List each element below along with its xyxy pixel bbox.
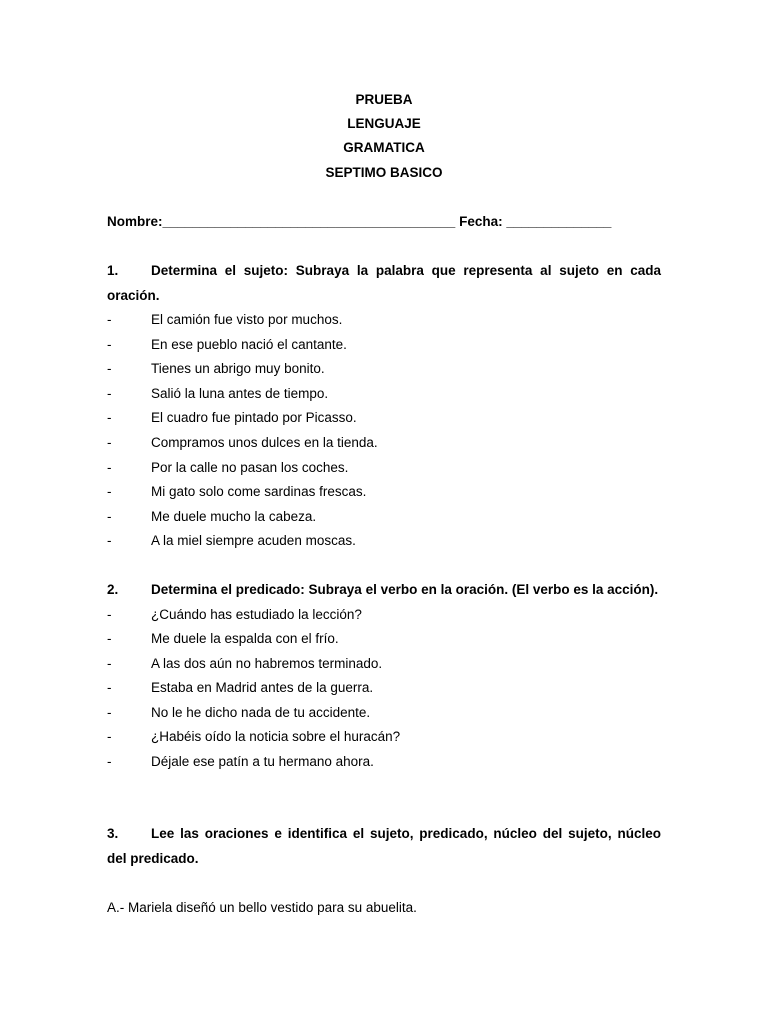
bullet-dash: - [107,655,112,671]
list-item [107,725,661,750]
list-item [107,529,661,554]
bullet-dash: - [107,336,112,352]
list-item [107,750,661,775]
list-item [107,333,661,358]
bullet-dash: - [107,729,112,745]
title-grade: SEPTIMO BASICO [325,165,443,180]
name-date-field: Nombre:_______________________________________ Fecha: ______________ [107,214,612,229]
item-text: ¿Cuándo has estudiado la lección? [151,606,362,622]
item-text: Me duele mucho la cabeza. [151,508,317,524]
item-text: ¿Habéis oído la noticia sobre el huracán? [151,729,401,745]
bullet-dash: - [107,508,112,524]
sentence-a: A.- Mariela diseñó un bello vestido para su abuelita. [107,900,417,915]
title-prueba: PRUEBA [355,92,413,107]
question-1-text: Determina el sujeto: Subraya la palabra que representa al sujeto en cada oración. [107,263,661,303]
list-item [107,357,661,382]
item-text: A la miel siempre acuden moscas. [151,533,356,549]
bullet-dash: - [107,754,112,770]
list-item [107,701,661,726]
bullet-dash: - [107,410,112,426]
list-item [107,406,661,431]
list-item [107,308,661,333]
question-3-text: Lee las oraciones e identifica el sujeto, predicado, núcleo del sujeto, núcleo del predicado. [107,826,661,866]
bullet-dash: - [107,312,112,327]
item-text: Tienes un abrigo muy bonito. [151,361,325,377]
question-1-list [107,308,661,554]
list-item [107,505,661,530]
title-lenguaje: LENGUAJE [347,116,421,131]
item-text: Por la calle no pasan los coches. [151,459,349,475]
bullet-dash: - [107,631,112,647]
item-text: No le he dicho nada de tu accidente. [151,704,371,720]
question-number: 1. [107,263,119,278]
bullet-dash: - [107,385,112,401]
list-item [107,382,661,407]
item-text: El cuadro fue pintado por Picasso. [151,410,357,426]
bullet-dash: - [107,434,112,450]
bullet-dash: - [107,704,112,720]
bullet-dash: - [107,459,112,475]
question-3 [107,822,661,871]
question-1 [107,259,661,554]
item-text: Me duele la espalda con el frío. [151,631,339,647]
bullet-dash: - [107,361,112,377]
question-2-heading [107,578,661,603]
question-2 [107,578,661,775]
question-2-list [107,603,661,775]
question-1-heading [107,259,661,308]
item-text: Compramos unos dulces en la tienda. [151,434,378,450]
list-item [107,652,661,677]
bullet-dash: - [107,484,112,500]
list-item [107,456,661,481]
title-gramatica: GRAMATICA [343,140,425,155]
bullet-dash: - [107,533,112,549]
item-text: Salió la luna antes de tiempo. [151,385,329,401]
question-number: 2. [107,582,119,597]
question-2-text: Determina el predicado: Subraya el verbo en la oración. (El verbo es la acción). [151,582,659,597]
question-3-heading [107,822,661,871]
list-item [107,676,661,701]
item-text: Estaba en Madrid antes de la guerra. [151,680,374,696]
item-text: A las dos aún no habremos terminado. [151,655,383,671]
list-item [107,431,661,456]
bullet-dash: - [107,680,112,696]
item-text: Déjale ese patín a tu hermano ahora. [151,754,374,770]
item-text: En ese pueblo nació el cantante. [151,336,347,352]
item-text: Mi gato solo come sardinas frescas. [151,484,367,500]
list-item [107,480,661,505]
bullet-dash: - [107,606,112,622]
question-number: 3. [107,826,119,841]
list-item [107,603,661,628]
item-text: El camión fue visto por muchos. [151,312,343,327]
list-item [107,627,661,652]
